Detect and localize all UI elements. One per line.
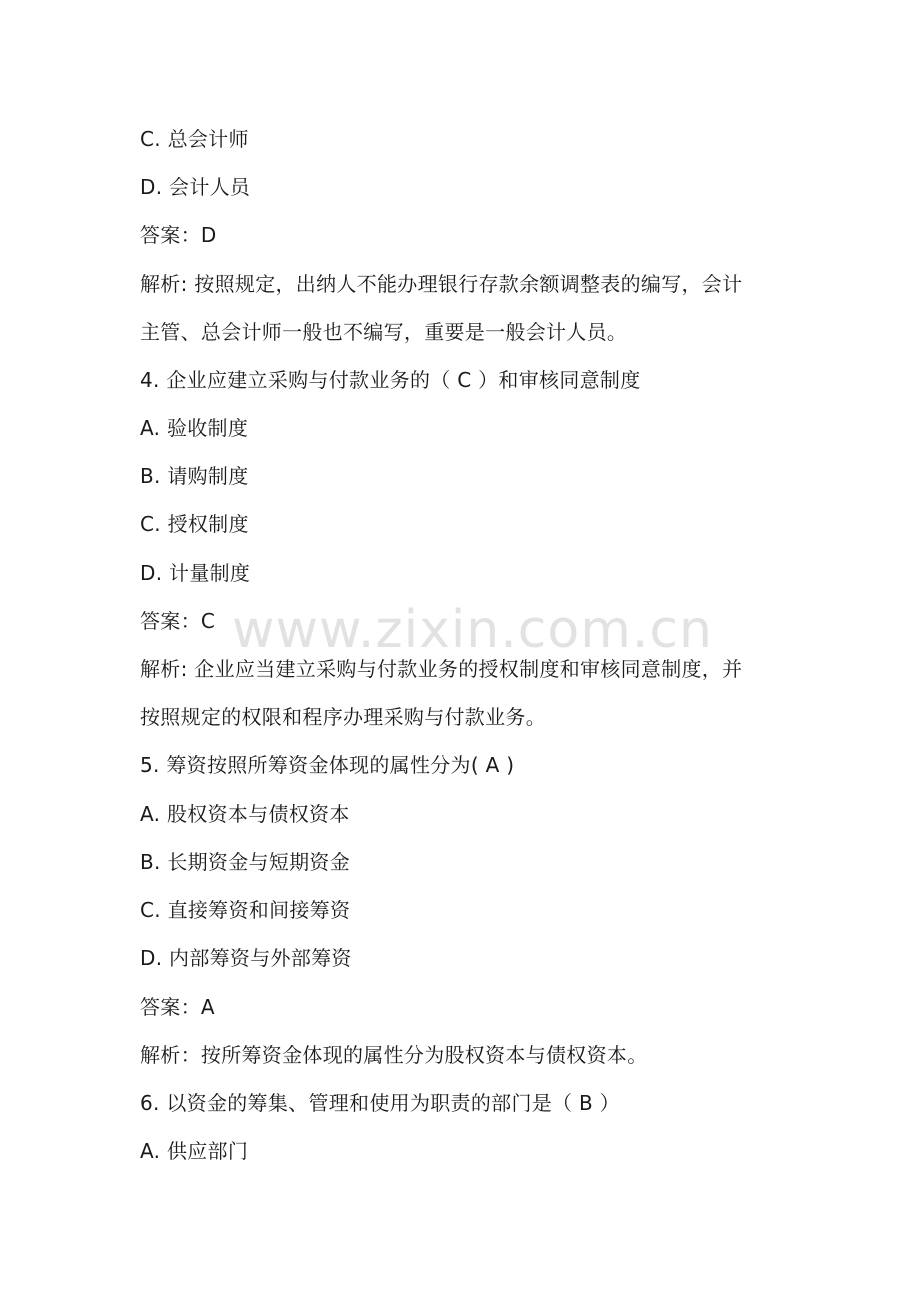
option-d-line: D. 会计人员 bbox=[140, 175, 251, 199]
option-c-line: C. 直接筹资和间接筹资 bbox=[140, 898, 351, 922]
explanation-line: 解析: 按照规定，出纳人不能办理银行存款余额调整表的编写，会计 bbox=[140, 272, 743, 296]
option-c-line: C. 授权制度 bbox=[140, 512, 249, 536]
option-b-line: B. 请购制度 bbox=[140, 464, 249, 488]
answer-line: 答案：D bbox=[140, 223, 217, 247]
option-a-line: A. 供应部门 bbox=[140, 1139, 249, 1163]
option-c-line: C. 总会计师 bbox=[140, 127, 249, 151]
answer-line: 答案：A bbox=[140, 995, 215, 1019]
explanation-line: 按照规定的权限和程序办理采购与付款业务。 bbox=[140, 705, 546, 729]
question-line: 5. 筹资按照所筹资金体现的属性分为( A ) bbox=[140, 753, 515, 777]
option-a-line: A. 股权资本与债权资本 bbox=[140, 802, 350, 826]
option-d-line: D. 计量制度 bbox=[140, 561, 251, 585]
answer-line: 答案：C bbox=[140, 609, 216, 633]
option-d-line: D. 内部筹资与外部筹资 bbox=[140, 946, 352, 970]
explanation-line: 解析：按所筹资金体现的属性分为股权资本与债权资本。 bbox=[140, 1043, 648, 1067]
explanation-line: 主管、总会计师一般也不编写，重要是一般会计人员。 bbox=[140, 320, 628, 344]
watermark: www.zixin.com.cn bbox=[232, 600, 713, 660]
question-line: 6. 以资金的筹集、管理和使用为职责的部门是（ B ） bbox=[140, 1091, 620, 1115]
option-b-line: B. 长期资金与短期资金 bbox=[140, 850, 351, 874]
option-a-line: A. 验收制度 bbox=[140, 416, 249, 440]
explanation-line: 解析: 企业应当建立采购与付款业务的授权制度和审核同意制度，并 bbox=[140, 657, 743, 681]
question-line: 4. 企业应建立采购与付款业务的（ C ）和审核同意制度 bbox=[140, 368, 641, 392]
